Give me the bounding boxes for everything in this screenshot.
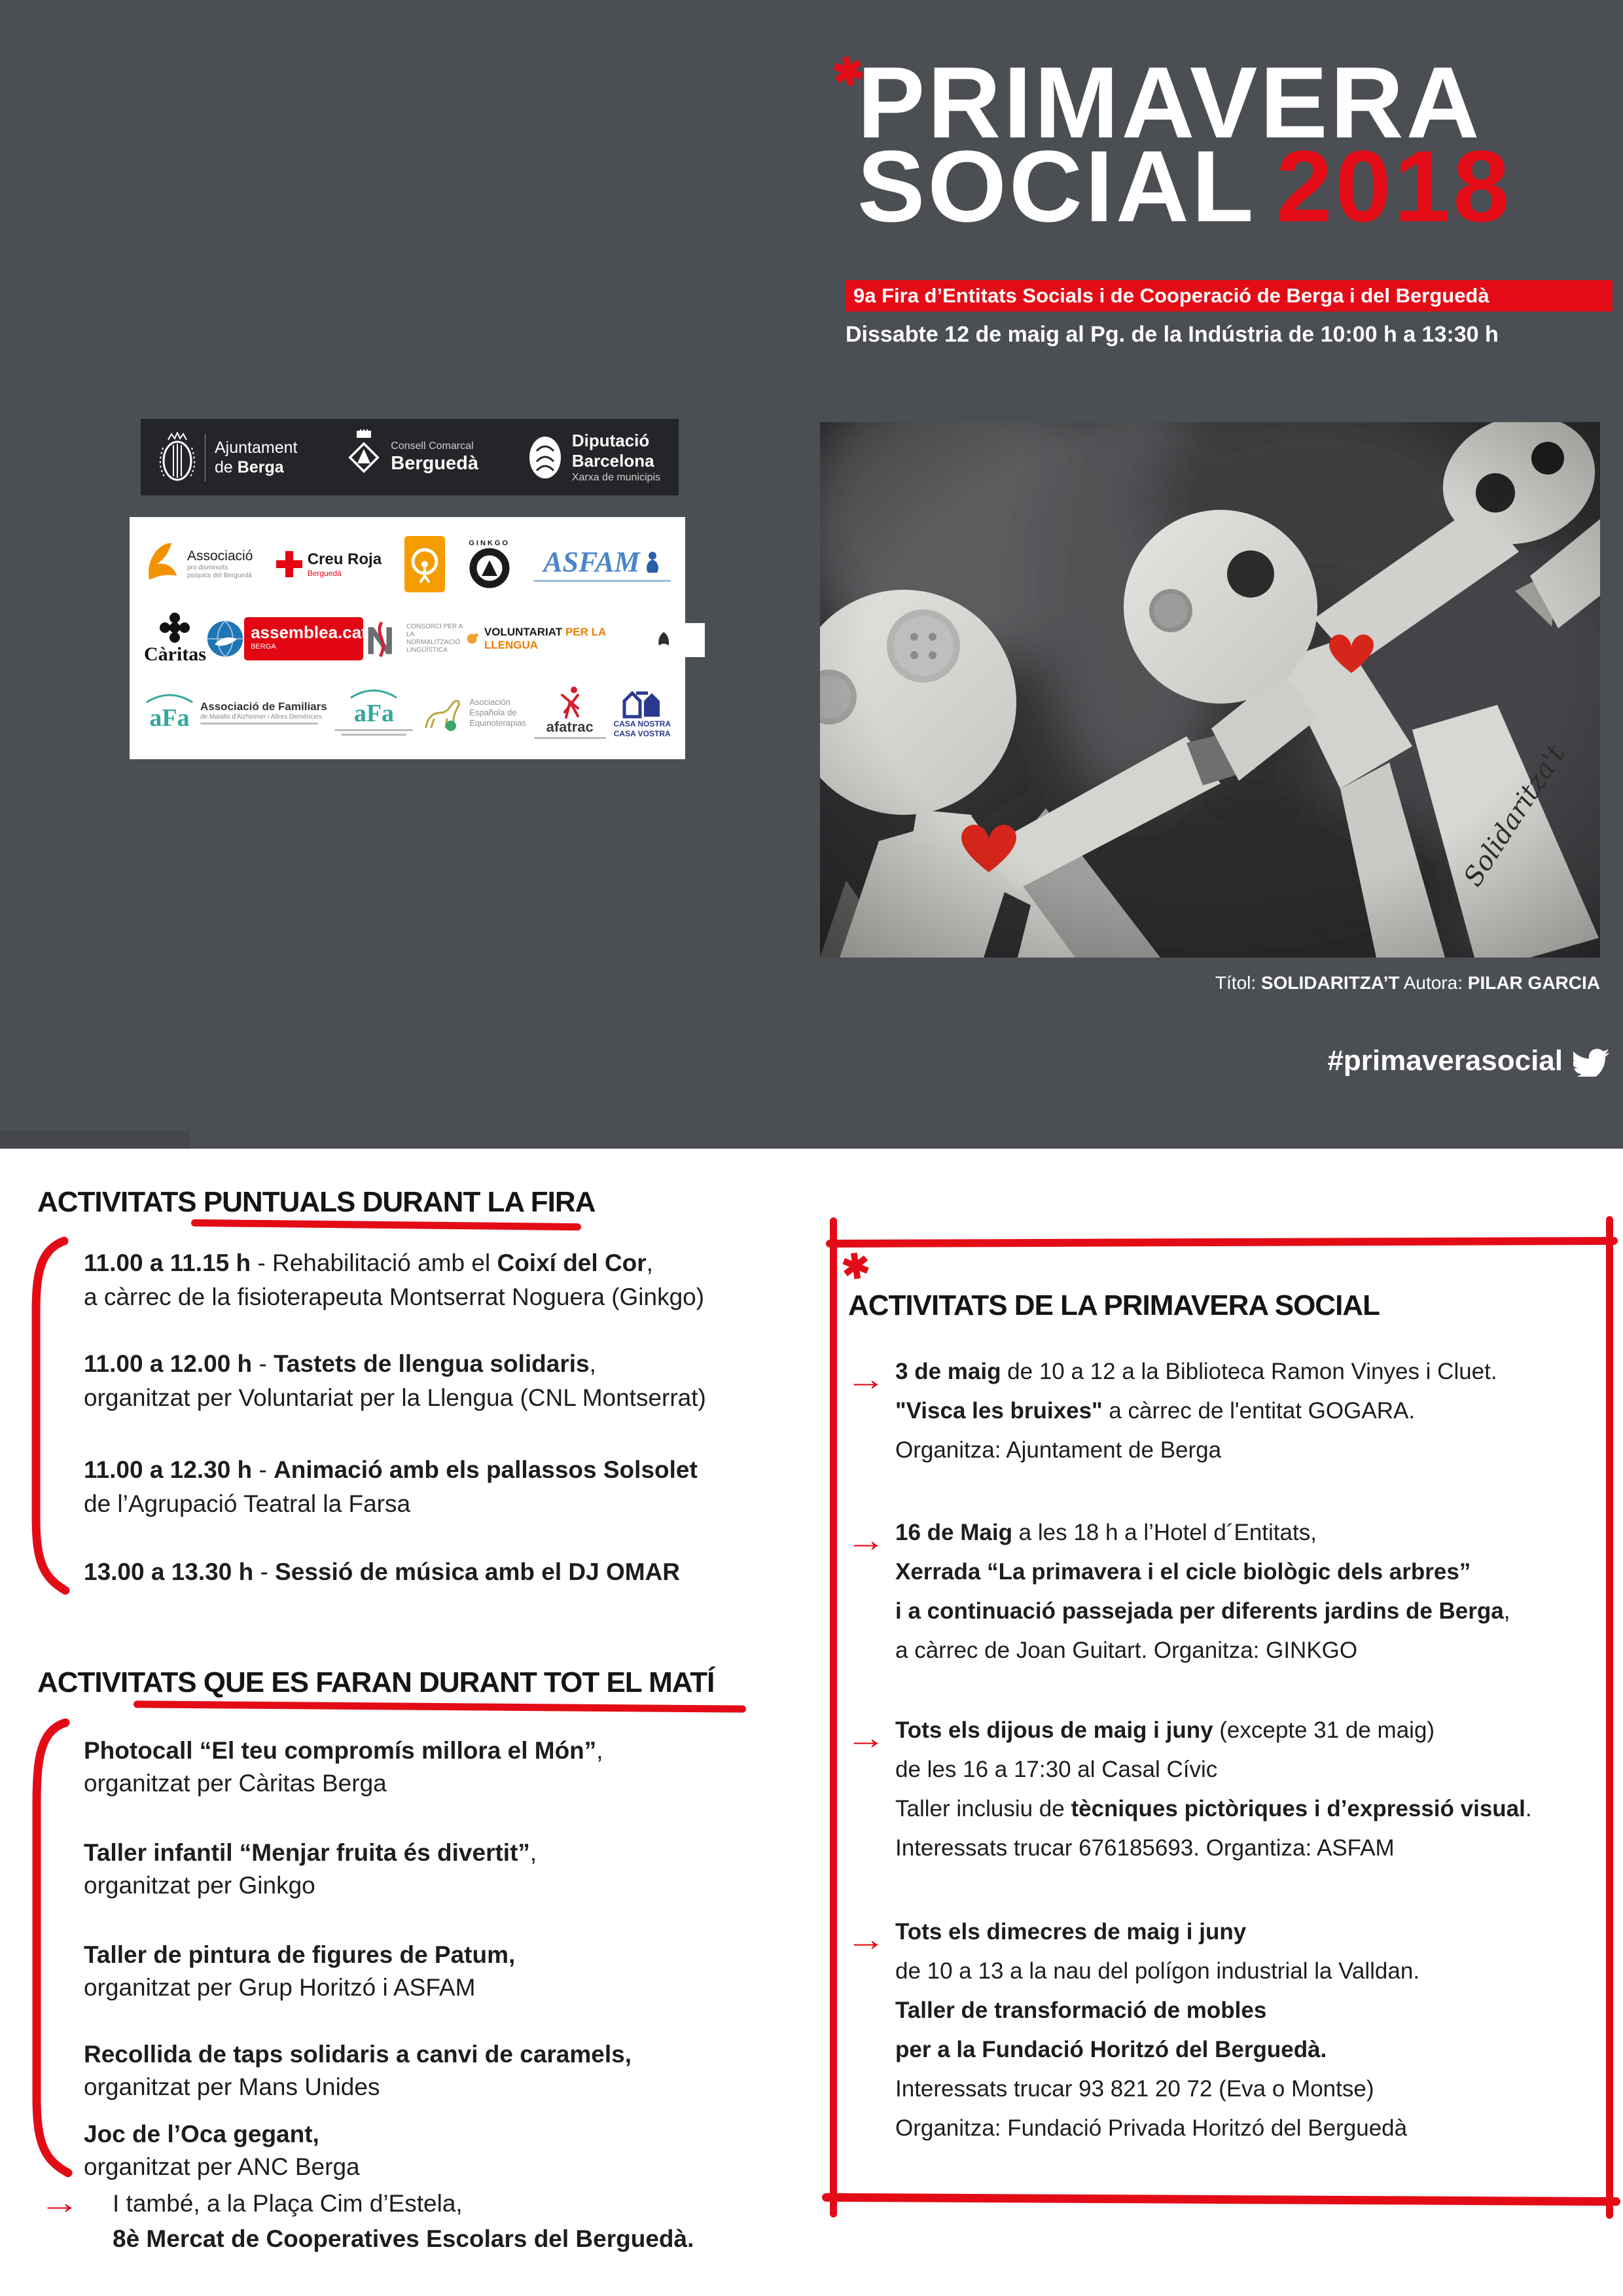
casa-line2: CASA VOSTRA	[613, 729, 671, 739]
afa-title: Associació de Familiars	[200, 700, 327, 713]
associacio-sub2: psíquics del Berguedà	[187, 572, 252, 580]
mans-unides-icon	[206, 619, 244, 659]
ginkgo-title: GINKGO	[469, 539, 510, 548]
cnl-sub1: CONSORCI PER A	[406, 623, 463, 631]
section1-heading: ACTIVITATS PUNTUALS DURANT LA FIRA	[37, 1186, 596, 1218]
diputacio-line3: Xarxa de municipis	[571, 471, 660, 483]
activity-item: 11.00 a 11.15 h - Rehabilitació amb el Coixí del Cor, a càrrec de la fisioterapeuta Montserrat Noguera (Ginkgo)	[84, 1249, 705, 1310]
title-social: SOCIAL	[857, 130, 1257, 243]
equino-line3: Equinoterapias	[469, 718, 526, 728]
header-step-decoration	[0, 1131, 190, 1149]
entity-logo-row-1	[144, 536, 671, 592]
diputacio-line1: Diputació	[571, 430, 650, 450]
section2-bracket	[26, 1717, 81, 2179]
activity-item: Recollida de taps solidaris a canvi de caramels, organitzat per Mans Unides	[84, 2041, 632, 2100]
logo-creu-roja	[276, 550, 382, 578]
berga-crest-icon	[159, 432, 196, 483]
logo-assemblea	[244, 617, 367, 660]
caption-titol-label: Títol:	[1215, 973, 1261, 993]
activity-item: 11.00 a 12.30 h - Animació amb els pallassos Solsolet de l’Agrupació Teatral la Farsa	[84, 1456, 698, 1517]
redbox-border-top	[826, 1237, 1618, 1247]
logo-afa-2	[334, 689, 413, 737]
event-item: Tots els dimecres de maig i juny de 10 a 13 a la nau del polígon industrial la Valldan. Taller de transformació de mobles per a la Fundació Horitzó del Berguedà. Interessats trucar 93 821 20 72 (Eva o Montse) Organitza: Fundació Privada Horitzó del Berguedà	[895, 1919, 1420, 2141]
logo-afa-familiars	[144, 693, 327, 732]
ginkgo-icon	[469, 547, 510, 589]
activity-item: 13.00 a 13.30 h - Sessió de música amb el DJ OMAR	[84, 1558, 681, 1585]
diputacio-icon	[527, 434, 563, 481]
institutions-bar	[141, 419, 679, 495]
ajuntament-line1: Ajuntament	[215, 438, 298, 457]
associacio-icon	[144, 539, 182, 589]
scribble-asterisk-icon: ✱	[839, 1246, 873, 1288]
vxl-hand-icon	[656, 630, 671, 647]
horse-icon	[421, 693, 464, 732]
photo-vignette	[820, 422, 1600, 958]
arrow-icon: →	[846, 1719, 887, 1756]
houses-icon	[622, 687, 662, 719]
caption-autora-label: Autora:	[1399, 973, 1468, 993]
subtitle-text: 9a Fira d’Entitats Socials i de Cooperació de Berga i del Berguedà	[853, 284, 1489, 307]
vxl-title: VOLUNTARIAT PER LA LLENGUA	[484, 626, 606, 652]
logo-asfam	[533, 545, 671, 583]
logo-ajuntament-berga	[159, 432, 297, 483]
afa2-glyph: aFa	[353, 700, 395, 728]
casa-line1: CASA NOSTRA	[613, 719, 671, 729]
title-year: 2018	[1275, 130, 1512, 243]
activity-item: Joc de l’Oca gegant, organitzat per ANC Berga	[84, 2121, 360, 2180]
poster-title-line2	[857, 130, 1512, 243]
afa2-micro-decoration-1	[334, 729, 413, 731]
logo-ginkgo	[469, 539, 510, 589]
cnl-sub2: LA NORMALITZACIÓ	[406, 631, 461, 647]
associacio-sub1: pro disminuïts	[187, 564, 228, 572]
assemblea-title: assemblea.cat	[251, 622, 367, 643]
entity-logo-row-3	[144, 686, 671, 740]
logo-caritas	[144, 612, 206, 666]
section1-underline	[191, 1219, 581, 1230]
arrow-icon: →	[846, 1921, 887, 1958]
afa2-micro-decoration-2	[341, 734, 406, 736]
orange-figure-icon	[410, 545, 439, 584]
creu-roja-sub: Berguedà	[307, 569, 342, 579]
arrow-icon: →	[846, 1361, 887, 1397]
asfam-tagline-decoration	[533, 580, 671, 582]
entity-logos-box	[130, 517, 685, 759]
section2-heading: ACTIVITATS QUE ES FARAN DURANT TOT EL MATÍ	[37, 1666, 715, 1698]
right-heading: ACTIVITATS DE LA PRIMAVERA SOCIAL	[848, 1289, 1380, 1321]
logo-afatrac	[534, 686, 606, 740]
asfam-figure-icon	[644, 551, 661, 573]
caritas-title: Càritas	[144, 643, 206, 666]
event-item: Tots els dijous de maig i juny (excepte 31 de maig) de les 16 a 17:30 al Casal Cívic Taller inclusiu de tècniques pictòriques i d’expressió visual. Interessats trucar 676185693. Organtiza: ASFAM	[895, 1717, 1532, 1861]
date-location-line: Dissabte 12 de maig al Pg. de la Indústria de 10:00 h a 13:30 h	[846, 322, 1499, 347]
logo-consell-comarcal	[346, 429, 478, 486]
poster-title-line1: PRIMAVERA	[857, 46, 1482, 159]
asfam-title: ASFAM	[543, 546, 640, 579]
twitter-icon	[1573, 1046, 1611, 1077]
cnl-sub3: LINGÜÍSTICA	[406, 647, 448, 655]
activity-item: Taller de pintura de figures de Patum, organitzat per Grup Horitzó i ASFAM	[84, 1941, 516, 2001]
associacio-title: Associació	[187, 548, 253, 564]
afatrac-title: afatrac	[546, 718, 594, 735]
event-item: 16 de Maig a les 18 h a l’Hotel d´Entitats, Xerrada “La primavera i el cicle biològic dels arbres” i a continuació passejada per diferents jardins de Berga, a càrrec de Joan Guitart. Organitza: GINKGO	[895, 1520, 1510, 1663]
photo-caption	[820, 973, 1600, 994]
footnote: I també, a la Plaça Cim d’Estela, 8è Mercat de Cooperatives Escolars del Berguedà.	[113, 2190, 694, 2252]
event-item: 3 de maig de 10 a 12 a la Biblioteca Ramon Vinyes i Cluet. "Visca les bruixes" a càrrec de l'entitat GOGARA. Organitza: Ajuntament de Berga	[895, 1359, 1497, 1463]
activity-item: Taller infantil “Menjar fruita és divertit”, organitzat per Ginkgo	[84, 1839, 537, 1899]
caption-autora-value: PILAR GARCIA	[1467, 973, 1600, 993]
section2-underline	[134, 1700, 746, 1712]
afa2-arc-icon	[348, 689, 399, 699]
arrow-icon: →	[846, 1522, 887, 1558]
redbox-border-left	[830, 1217, 837, 2217]
logo-cnl	[363, 619, 465, 659]
scribble-asterisk-icon: ✱	[829, 48, 868, 96]
logo-equinoterapias	[421, 693, 526, 732]
consell-line1: Consell Comarcal	[391, 440, 474, 452]
activity-item: 11.00 a 12.00 h - Tastets de llengua solidaris, organitzat per Voluntariat per la Llengua (CNL Montserrat)	[84, 1350, 706, 1411]
afatrac-figure-icon	[558, 686, 582, 719]
afa-sub: de Malalts d'Alzheimer i Altres Demències	[200, 713, 322, 721]
redbox-border-bottom	[822, 2193, 1620, 2206]
entities-box-tab	[685, 623, 705, 657]
logo-orange-square	[404, 536, 445, 592]
section1-bracket	[26, 1236, 81, 1596]
vxl-dot-icon	[465, 632, 479, 646]
afatrac-micro-decoration	[534, 737, 606, 739]
equino-line2: Española de	[469, 708, 517, 718]
logo-casa-nostra	[613, 687, 671, 739]
consell-comarcal-icon	[346, 429, 382, 486]
ajuntament-line2: de Berga	[215, 457, 284, 476]
redbox-border-right	[1606, 1216, 1613, 2219]
afa-glyph: aFa	[149, 704, 190, 732]
logo-associacio-disminuits	[144, 539, 253, 589]
hashtag-block	[1327, 1045, 1611, 1077]
creu-roja-title: Creu Roja	[307, 550, 382, 569]
red-cross-icon	[276, 551, 302, 577]
subtitle-bar	[846, 280, 1613, 312]
arrow-icon: →	[39, 2184, 80, 2221]
hashtag-text: #primaverasocial	[1327, 1045, 1563, 1077]
caption-titol-value: SOLIDARITZA’T	[1260, 973, 1400, 993]
logo-voluntariat-llengua	[465, 626, 671, 652]
cnl-icon	[363, 619, 401, 659]
caritas-clover-icon	[159, 612, 190, 643]
logo-diputacio-barcelona	[527, 431, 660, 484]
afa-arc-icon	[144, 693, 195, 704]
afa-micro-decoration	[200, 723, 318, 725]
solidarity-photo	[820, 422, 1600, 958]
assemblea-sub: BERGA	[251, 643, 276, 651]
equino-line1: Asociación	[469, 697, 511, 708]
diputacio-line2: Barcelona	[571, 450, 654, 471]
activity-item: Photocall “El teu compromís millora el Món”, organitzat per Càritas Berga	[84, 1737, 603, 1797]
entity-logo-row-2	[144, 612, 671, 666]
consell-line2: Berguedà	[391, 453, 479, 474]
